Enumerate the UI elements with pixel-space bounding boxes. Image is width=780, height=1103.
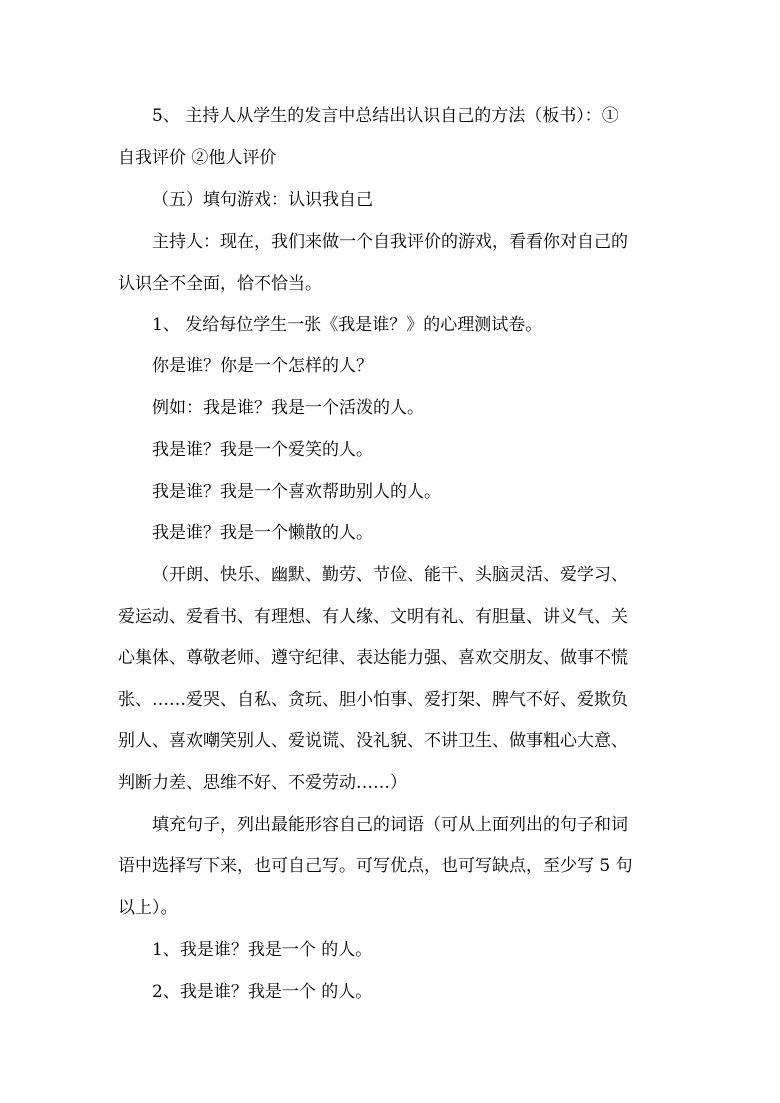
paragraph-host-intro-cont: 认识全不全面，恰不恰当。 [118, 274, 322, 294]
paragraph-example-1: 例如：我是谁？我是一个活泼的人。 [152, 398, 424, 418]
paragraph-word-list-cont: 判断力差、思维不好、不爱劳动……） [118, 773, 407, 793]
paragraph-example-2: 我是谁？我是一个爱笑的人。 [152, 440, 373, 460]
section-heading-fill-game: （五）填句游戏：认识我自己 [152, 190, 373, 210]
paragraph-example-4: 我是谁？我是一个懒散的人。 [152, 523, 373, 543]
paragraph-word-list-cont: 张、……爱哭、自私、贪玩、胆小怕事、爱打架、脾气不好、爱欺负 [118, 690, 628, 710]
paragraph-instructions: 填充句子，列出最能形容自己的词语（可从上面列出的句子和词 [152, 815, 628, 835]
fill-sentence-1: 1、我是谁？我是一个 的人。 [152, 940, 373, 960]
paragraph-host-intro: 主持人：现在，我们来做一个自我评价的游戏，看看你对自己的 [152, 232, 628, 252]
paragraph-example-3: 我是谁？我是一个喜欢帮助别人的人。 [152, 482, 441, 502]
paragraph-instructions-cont: 语中选择写下来，也可自己写。可写优点，也可写缺点，至少写 5 句 [118, 856, 633, 876]
paragraph-word-list: （开朗、快乐、幽默、勤劳、节俭、能干、头脑灵活、爱学习、 [152, 565, 628, 585]
paragraph-method-summary: 5、 主持人从学生的发言中总结出认识自己的方法（板书）：① [152, 106, 619, 126]
paragraph-word-list-cont: 别人、喜欢嘲笑别人、爱说谎、没礼貌、不讲卫生、做事粗心大意、 [118, 731, 628, 751]
paragraph-step-1: 1、 发给每位学生一张《我是谁？》的心理测试卷。 [152, 315, 543, 335]
paragraph-method-summary-cont: 自我评价 ②他人评价 [118, 148, 277, 168]
paragraph-question: 你是谁？你是一个怎样的人？ [152, 356, 373, 376]
paragraph-instructions-cont: 以上）。 [118, 898, 178, 918]
fill-sentence-2: 2、我是谁？我是一个 的人。 [152, 982, 373, 1002]
paragraph-word-list-cont: 心集体、尊敬老师、遵守纪律、表达能力强、喜欢交朋友、做事不慌 [118, 648, 628, 668]
paragraph-word-list-cont: 爱运动、爱看书、有理想、有人缘、文明有礼、有胆量、讲义气、关 [118, 607, 628, 627]
